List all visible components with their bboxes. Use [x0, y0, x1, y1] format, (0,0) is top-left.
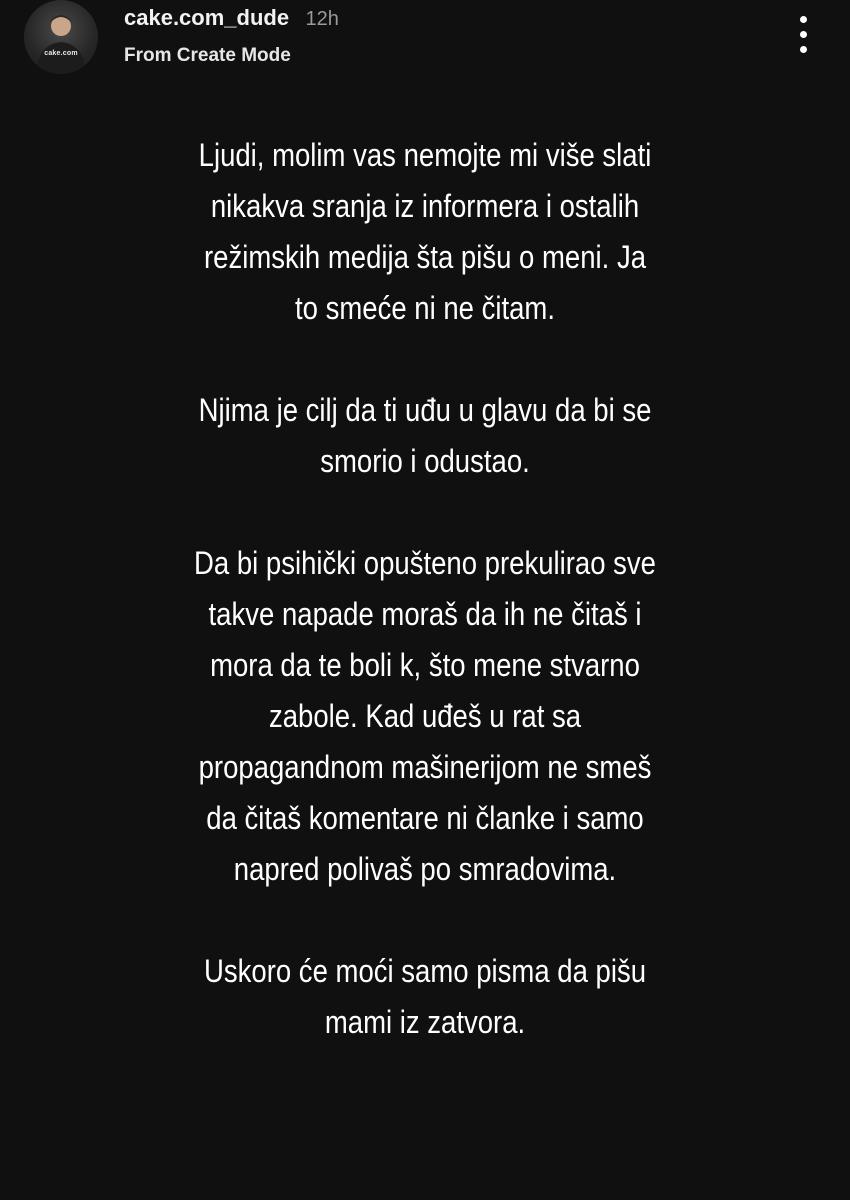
story-paragraph — [128, 946, 721, 1048]
more-vertical-icon-dot-2 — [800, 31, 807, 38]
more-vertical-icon — [800, 16, 807, 23]
text-line: mora da te boli k, što mene stvarno — [210, 647, 640, 683]
text-line: Njima je cilj da ti uđu u glavu da bi se — [198, 392, 652, 428]
text-line: smorio i odustao. — [320, 443, 530, 479]
username[interactable]: cake.com_dude — [124, 5, 290, 30]
text-line: nikakva sranja iz informera i ostalih — [210, 188, 640, 224]
text-line: mami iz zatvora. — [324, 1004, 526, 1040]
story-paragraph — [128, 130, 721, 334]
text-line: takve napade moraš da ih ne čitaš i — [208, 596, 642, 632]
text-line: Da bi psihički opušteno prekulirao sve — [194, 545, 656, 581]
user-line — [124, 5, 339, 35]
text-line: režimskih medija šta pišu o meni. Ja — [203, 239, 647, 275]
text-line: zabole. Kad uđeš u rat sa — [268, 698, 582, 734]
avatar[interactable] — [24, 0, 98, 74]
story-paragraph — [128, 385, 721, 487]
text-line: Uskoro će moći samo pisma da pišu — [203, 953, 647, 989]
text-line: Ljudi, molim vas nemojte mi više slati — [198, 137, 652, 173]
avatar-brand-text: cake.com — [44, 50, 78, 57]
text-line: propagandnom mašinerijom ne smeš — [198, 749, 652, 785]
avatar-person-icon — [24, 0, 98, 74]
text-line: napred polivaš po smradovima. — [233, 851, 617, 887]
story-source-label: From Create Mode — [124, 45, 291, 66]
time-ago: 12h — [305, 8, 339, 30]
more-options-button[interactable] — [792, 14, 816, 56]
text-line: to smeće ni ne čitam. — [294, 290, 556, 326]
story-header — [24, 0, 826, 90]
story-text — [128, 130, 721, 1099]
more-vertical-icon-dot-3 — [800, 46, 807, 53]
text-line: da čitaš komentare ni članke i samo — [206, 800, 644, 836]
story-paragraph — [128, 538, 721, 895]
